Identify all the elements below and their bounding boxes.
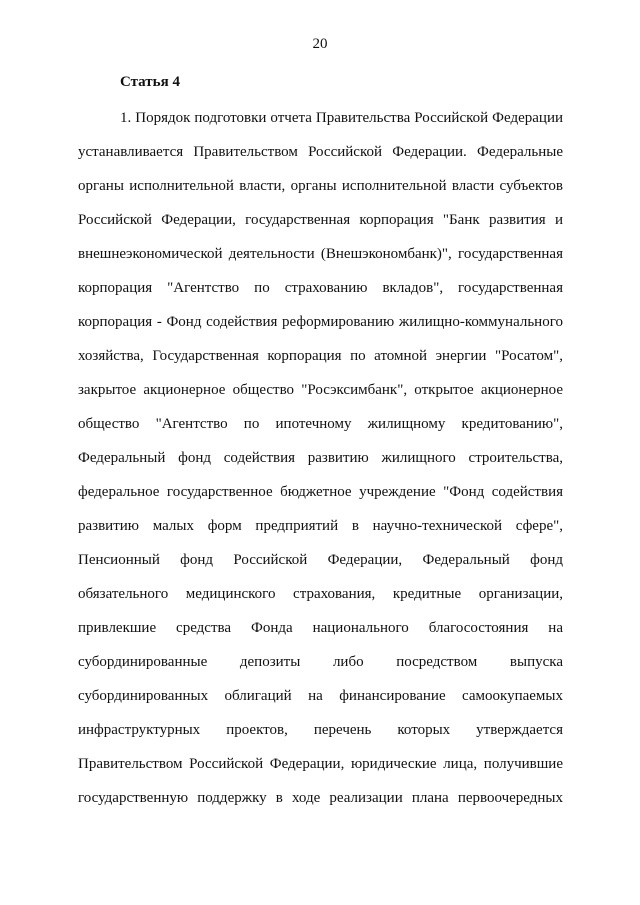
- paragraph-line: общество "Агентство по ипотечному жилищному кредитованию",: [78, 416, 563, 432]
- paragraph-line: внешнеэкономической деятельности (Внешэкономбанк)", государственная: [78, 246, 563, 262]
- paragraph-line: корпорация - Фонд содействия реформированию жилищно-коммунального: [78, 314, 563, 330]
- paragraph-line: 1. Порядок подготовки отчета Правительства Российской Федерации: [120, 110, 563, 126]
- paragraph-line: Федеральный фонд содействия развитию жилищного строительства,: [78, 450, 563, 466]
- paragraph-line: государственную поддержку в ходе реализации плана первоочередных: [78, 790, 563, 806]
- paragraph-line: субординированных облигаций на финансирование самоокупаемых: [78, 688, 563, 704]
- paragraph-line: привлекшие средства Фонда национального благосостояния на: [78, 620, 563, 636]
- paragraph-line: корпорация "Агентство по страхованию вкладов", государственная: [78, 280, 563, 296]
- paragraph-line: устанавливается Правительством Российской Федерации. Федеральные: [78, 144, 563, 160]
- paragraph-line: Российской Федерации, государственная корпорация "Банк развития и: [78, 212, 563, 228]
- paragraph-line: развитию малых форм предприятий в научно-технической сфере",: [78, 518, 563, 534]
- paragraph-line: Пенсионный фонд Российской Федерации, Федеральный фонд: [78, 552, 563, 568]
- page-number: 20: [312, 36, 328, 52]
- paragraph-line: закрытое акционерное общество "Росэксимбанк", открытое акционерное: [78, 382, 563, 398]
- paragraph-line: инфраструктурных проектов, перечень которых утверждается: [78, 722, 563, 738]
- paragraph-line: федеральное государственное бюджетное учреждение "Фонд содействия: [78, 484, 563, 500]
- paragraph-line: обязательного медицинского страхования, кредитные организации,: [78, 586, 563, 602]
- paragraph-line: субординированные депозиты либо посредством выпуска: [78, 654, 563, 670]
- paragraph-line: хозяйства, Государственная корпорация по атомной энергии "Росатом",: [78, 348, 563, 364]
- paragraph-line: Правительством Российской Федерации, юридические лица, получившие: [78, 756, 563, 772]
- article-heading: Статья 4: [120, 74, 180, 90]
- paragraph-line: органы исполнительной власти, органы исполнительной власти субъектов: [78, 178, 563, 194]
